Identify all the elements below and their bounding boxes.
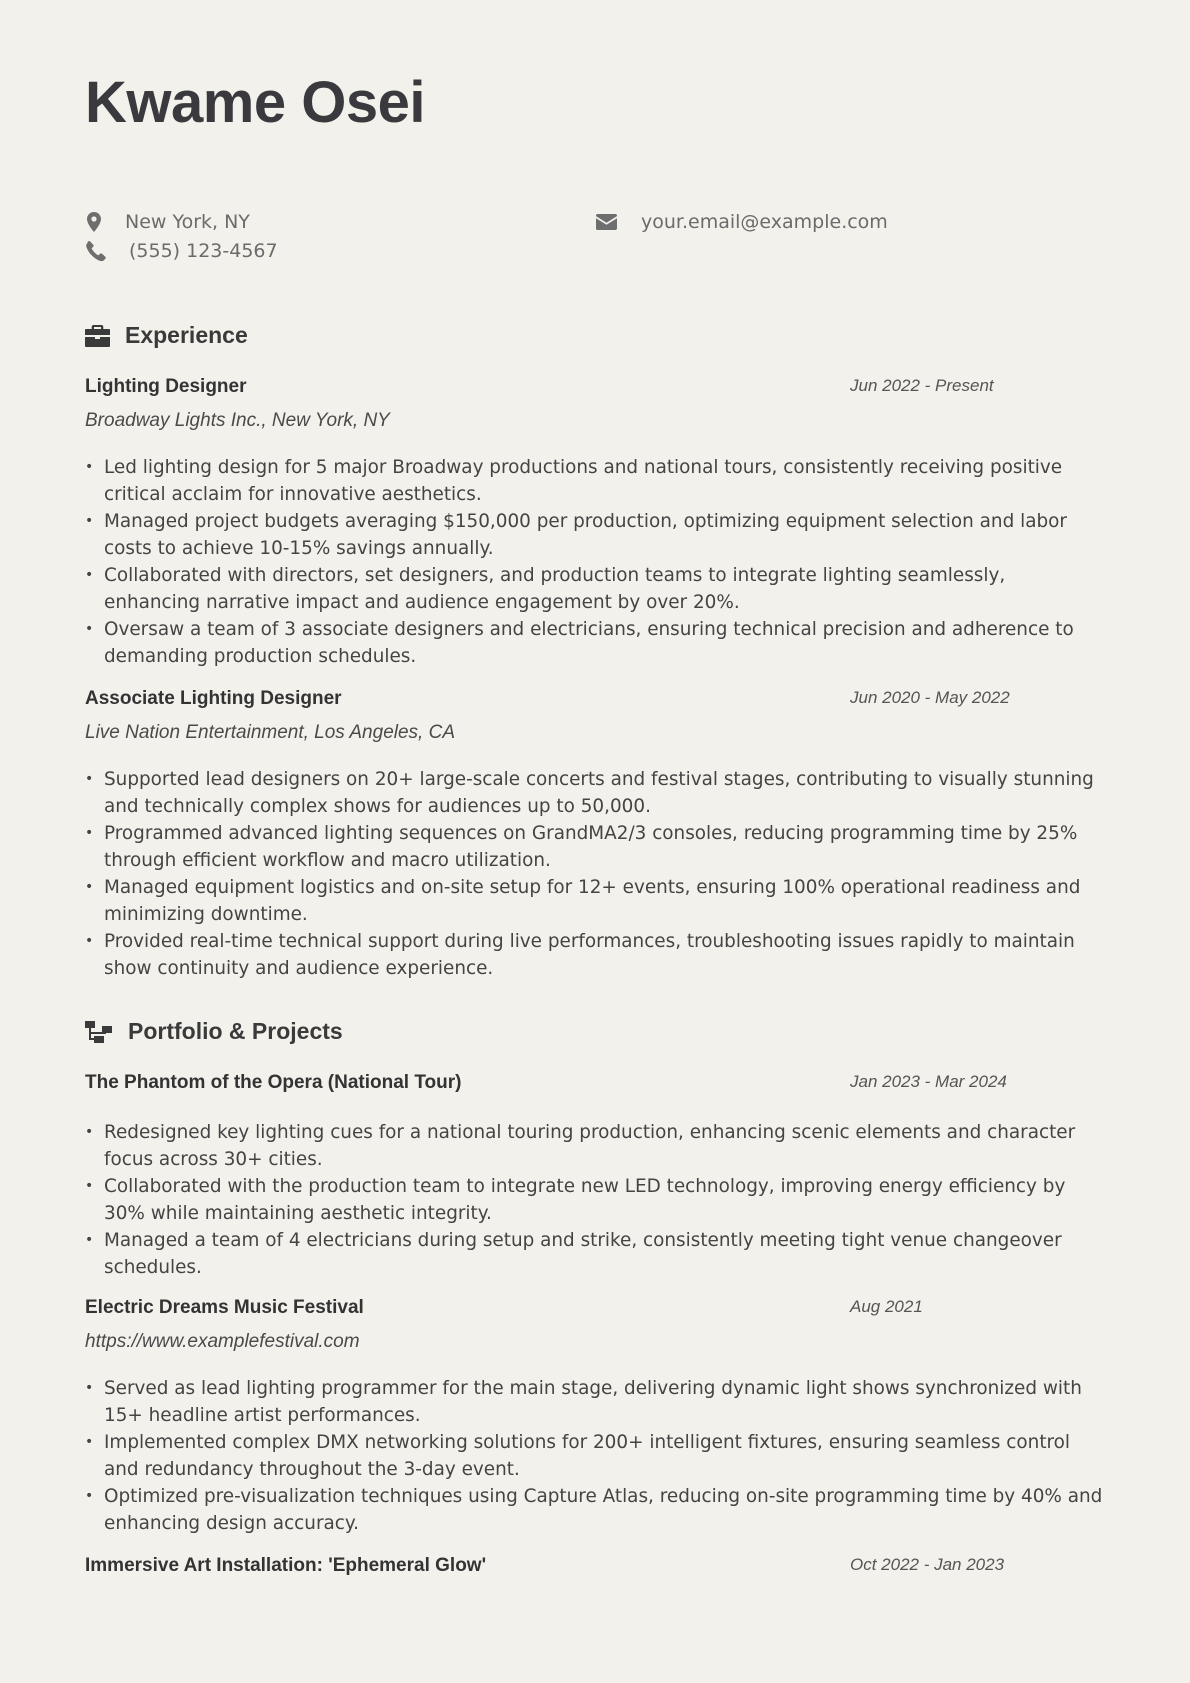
phone-text: (555) 123-4567 xyxy=(129,240,278,262)
project-bullets xyxy=(85,1375,1105,1537)
sitemap-icon xyxy=(85,1021,112,1043)
contact-email xyxy=(595,211,888,233)
project-date: Jan 2023 - Mar 2024 xyxy=(850,1072,1007,1091)
bullet-item: • Collaborated with directors, set designers, and production teams to integrate lighting seamlessly, enhancing narrative impact and audience engagement by over 20%. xyxy=(85,562,1105,616)
briefcase-icon xyxy=(85,325,110,347)
project-title: The Phantom of the Opera (National Tour) xyxy=(85,1072,462,1093)
experience-entry xyxy=(85,688,1105,982)
bullet-item: • Optimized pre-visualization techniques using Capture Atlas, reducing on-site programming time by 40% and enhancing design accuracy. xyxy=(85,1483,1105,1537)
bullet-item: • Programmed advanced lighting sequences on GrandMA2/3 consoles, reducing programming time by 25% through efficient workflow and macro utilization. xyxy=(85,820,1105,874)
contact-location xyxy=(85,211,250,233)
job-date: Jun 2022 - Present xyxy=(850,376,994,395)
project-bullets xyxy=(85,1119,1105,1281)
bullet-item: • Managed project budgets averaging $150,000 per production, optimizing equipment selection and labor costs to achieve 10-15% savings annually. xyxy=(85,508,1105,562)
envelope-icon xyxy=(595,214,617,230)
job-bullets xyxy=(85,454,1105,670)
bullet-item: • Oversaw a team of 3 associate designers and electricians, ensuring technical precision and adherence to demanding production schedules. xyxy=(85,616,1105,670)
section-header-portfolio xyxy=(85,1018,343,1045)
map-marker-icon xyxy=(85,212,103,232)
project-entry xyxy=(85,1297,1105,1537)
section-title: Portfolio & Projects xyxy=(128,1018,343,1044)
job-bullets xyxy=(85,766,1105,982)
bullet-item: • Implemented complex DMX networking solutions for 200+ intelligent fixtures, ensuring seamless control and redundancy throughout the 3-day event. xyxy=(85,1429,1105,1483)
project-date: Oct 2022 - Jan 2023 xyxy=(850,1555,1005,1574)
bullet-item: • Managed equipment logistics and on-site setup for 12+ events, ensuring 100% operational readiness and minimizing downtime. xyxy=(85,874,1105,928)
candidate-name: Kwame Osei xyxy=(85,70,425,135)
location-text: New York, NY xyxy=(125,211,250,233)
project-entry xyxy=(85,1072,1105,1281)
job-company: Broadway Lights Inc., New York, NY xyxy=(85,410,390,431)
contact-phone xyxy=(85,240,278,262)
job-title: Lighting Designer xyxy=(85,376,247,397)
project-link[interactable]: https://www.examplefestival.com xyxy=(85,1331,360,1352)
bullet-item: • Led lighting design for 5 major Broadway productions and national tours, consistently receiving positive critical acclaim for innovative aesthetics. xyxy=(85,454,1105,508)
section-header-experience xyxy=(85,322,248,349)
phone-icon xyxy=(85,241,107,261)
project-entry xyxy=(85,1555,1105,1577)
bullet-item: • Served as lead lighting programmer for the main stage, delivering dynamic light shows synchronized with 15+ headline artist performances. xyxy=(85,1375,1105,1429)
job-company: Live Nation Entertainment, Los Angeles, CA xyxy=(85,722,455,743)
experience-entry xyxy=(85,376,1105,670)
bullet-item: • Provided real-time technical support during live performances, troubleshooting issues rapidly to maintain show continuity and audience experience. xyxy=(85,928,1105,982)
bullet-item: • Supported lead designers on 20+ large-scale concerts and festival stages, contributing to visually stunning and technically complex shows for audiences up to 50,000. xyxy=(85,766,1105,820)
bullet-item: • Managed a team of 4 electricians during setup and strike, consistently meeting tight venue changeover schedules. xyxy=(85,1227,1105,1281)
project-title: Immersive Art Installation: 'Ephemeral Glow' xyxy=(85,1555,487,1576)
email-link[interactable]: your.email@example.com xyxy=(641,211,888,233)
bullet-item: • Redesigned key lighting cues for a national touring production, enhancing scenic elements and character focus across 30+ cities. xyxy=(85,1119,1105,1173)
bullet-item: • Collaborated with the production team to integrate new LED technology, improving energy efficiency by 30% while maintaining aesthetic integrity. xyxy=(85,1173,1105,1227)
project-title: Electric Dreams Music Festival xyxy=(85,1297,364,1318)
section-title: Experience xyxy=(125,322,248,348)
project-date: Aug 2021 xyxy=(850,1297,923,1316)
job-title: Associate Lighting Designer xyxy=(85,688,342,709)
job-date: Jun 2020 - May 2022 xyxy=(850,688,1010,707)
